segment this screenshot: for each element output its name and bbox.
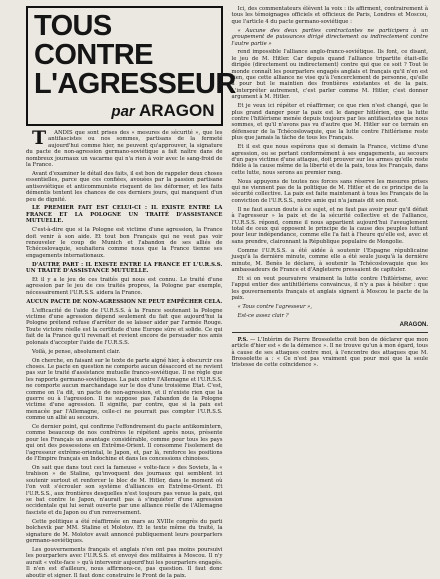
article-paragraph: Et je veux ici répéter et réaffirmer, ce que rien n'est changé, que le plus grand danger pour la paix est le danger hitlérien, que la lutte contre l'hitlérisme menée depuis toujours par les antifascistes que nous sommes, et qu'il n'avons pas vu d'autre que M. Hitler sur ce terrain en défenseur de la Tchécoslovaquie, que la lutte contre l'hitlérisme reste plus que jamais la tâche de tous les Français. — [231, 103, 428, 142]
article-paragraph: Nous appuyons de toutes nos forces sans réserve les mesures prises qui ne viennent pas de la politique de M. Hitler et de ce principe de la sécurité collective. La paix est faite maintenant à tous les Français de la conviction de l'U.R.S.S., notre amie qui n'a jamais dit son mot. — [231, 178, 428, 204]
headline — [34, 10, 236, 100]
signature: ARAGON. — [399, 321, 428, 328]
article-paragraph: « Aucune des deux parties contractantes ne participera à un groupement de puissances dirigé directement ou indirectement contre l'autre partie » — [231, 27, 428, 47]
postscript-label: P.S. — [237, 336, 248, 343]
article-paragraph: C'est-à-dire que si la Pologne est victime d'une agression, la France doit venir à son aide. Et tout bon Français qui ne veut pas voir renouveler le coup de Munich et l'abandon de ses alliés de Tchécoslovaquie, souhaitera comme nous que la France tienne ses engagements internationaux. — [26, 227, 223, 259]
postscript-paragraph — [232, 337, 429, 369]
divider — [232, 332, 429, 333]
byline-author: ARAGON — [138, 101, 215, 120]
article-paragraph: LE PREMIER FAIT EST CELUI-CI : IL EXISTE ENTRE LA FRANCE ET LA POLOGNE UN TRAITÉ D'ASSISTANCE MUTUELLE. — [26, 205, 223, 225]
article-paragraph: AUCUN PACTE DE NON-AGRESSION NE PEUT EMPÊCHER CELA. — [26, 298, 223, 305]
article-paragraph: On sait que dans tout ceci la fameuse « volte-face » des Soviets, la « trahison » de Staline, qu'invoquent des journaux qui semblent ici soutenir surtout et renforcer le bloc de M. Hitler, dans le moment où l'on voit s'écrouler son système d'alliances en Extrême-Orient. Et l'U.R.S.S., aux frontières desquelles n'est toujours pas venue la paix, qui se bat contre le Japon, n'aurait pas à s'inquiéter d'une agression occidentale qui lui serait ouverte par une alliance réelle de l'Allemagne fasciste et du Japon ou d'un renversement. — [26, 465, 223, 516]
left-column — [26, 6, 236, 579]
postscript — [232, 337, 429, 369]
headline-line-2: L'AGRESSEUR — [34, 68, 236, 100]
right-column-body — [232, 6, 429, 319]
article-paragraph: L'efficacité de l'aide de l'U.R.S.S. à la France soutenant la Pologne victime d'une agression dépend seulement du fait que aujourd'hui la Pologne prétend refuse d'arrêter de se laisser aider par l'armée Rouge. Toute victoire réelle est la certitude d'une Europe sûre et solide. Ce qui fait de la France qu'il revenait et revient encore de persuader nos amis polonais d'accepter l'aide de l'U.R.S.S. — [26, 307, 223, 346]
article-paragraph: rend impossible l'alliance anglo-franco-soviétique. Ils font, ce disant, le jeu de M. Hitler. Car depuis quand l'alliance tripartite était-elle dirigée (directement ou indirectement) contre qui que ce soit ? Tout le monde connaît les pourparlers engagés anglais et français qu'il n'en est rien, que cette alliance ne vise qu'à l'encerclement de personne, qu'elle a pour but le maintien des frontières existantes et de la paix. L'interpréter autrement, c'est parler comme M. Hitler, c'est donner argument à M. Hitler. — [231, 49, 428, 101]
article-paragraph: Comme l'U.R.S.S. a été aidée à soutenir l'Espagne républicaine jusqu'à la dernière minute, comme elle a été seule jusqu'à la dernière minute, M. Benès le déclare, à soutenir la Tchécoslovaquie que les ambassadeurs de France et d'Angleterre pressaient de capituler. — [231, 247, 428, 273]
article-paragraph: Et il est que nous espérons que si demain la France, victime d'une agression, ou se portant conformément à ses engagements, au secours d'un pays victime d'une attaque, doit prouver sur les armes qu'elle reste fidèle à la cause même de la liberté et de la paix, tous les Français, dans cette lutte, nous serons au premier rang. — [231, 144, 428, 176]
headline-line-1: TOUS CONTRE — [34, 10, 153, 71]
article-paragraph: Est-ce assez clair ? — [237, 312, 289, 319]
article-paragraph: Avant d'examiner le détail des faits, il est bon de rappeler deux choses essentielles, parce que ces confiées, avouées par la passion partisane antisoviétique et anticommuniste risquent de les déformer, et les faits démentis tentent les chances de ces derniers jours, qui manquent d'un peu de dignité. — [26, 170, 223, 203]
left-column-body — [26, 127, 223, 579]
article-paragraph: Et il y a le jeu de ces traités qui nous est connu. Le traité d'une agression par le jeu de ces traités propres, la Pologne par exemple, nécessairement l'U.R.S.S. aidera la France. — [26, 277, 223, 296]
byline — [34, 101, 215, 121]
article-paragraph: Et si on veut poursuivre vraiment la lutte contre l'hitlérisme, avec l'appui entier des antihitlériens convaincus, il n'y a pas à hésiter : que les gouvernements français et anglais signent à Moscou le pacte de la paix. — [231, 275, 428, 302]
article-paragraph: Ce dernier point, qui confirme l'effondrement du pacte antikomintern, comme beaucoup de nos confrères le répètent après nous, présente pour les Français un avantage considérable, comme pour tous les pays qui ont des possessions en Extrême-Orient. Il consomme l'isolement de l'agresseur extrême-oriental, le Japon, et, par là, renforce les positions de l'Empire français en Indochine et dans les concessions chinoises. — [26, 424, 223, 463]
article-paragraph: TANDIS que sont prises des « mesures de sécurité », que les antifascistes ou nos sommes, partisans de la fermeté aujourd'hui comme hier, ne peuvent qu'approuver, la signature du pacte de non-agression germano-soviétique a fait naître dans de nombreux journaux un vacarme qui n'a rien à voir avec le sang-froid de la France. — [26, 127, 223, 169]
headline-box — [26, 6, 236, 126]
article-paragraph: Les gouvernements français et anglais n'en ont pas moins poursuivi les pourparlers avec l'U.R.S.S. et envoyé des militaires à Moscou. Il n'y aurait « volte-face » qu'à intervenir aujourd'hui les pourparlers engagés. Il n'en est d'ailleurs, nous affirmons-ce, pas question. Il faut donc aboutir et signer. Il faut donc construire le Front de la paix. — [26, 546, 223, 579]
article-paragraph: On cherche, en faisant sur le texte de parte aigné hier, à obscurcir ces choses. Le pacte en question ne comporte aucun désaccord et ne revient pas sur le traité d'assistance mutuelle franco-soviétique. Il ne règle que les rapports germano-soviétiques. La paix entre l'Allemagne et l'U.R.S.S. ne comporte aucun marchandage sur le dos d'une troisième Etat. C'est, comme on l'a dit, un pacte de non-agression, et il n'existe rien que la guerre ou à l'agression. Il ne suppose pas l'abandon de la Pologne victime d'une agression. Il signifie, par contre, que si la paix est menacée par l'Allemagne, celle-ci ne pourrait pas compter l'U.R.S.S. comme un allié au secours. — [26, 357, 223, 422]
byline-prefix: par — [111, 103, 135, 120]
article-paragraph: Cette politique a été réaffirmée en mars au XVIIIe congrès du parti bolchevik par MM. Staline et Molotov. Et le texte même du traité, la signature de M. Molotov avait annoncé publiquement leurs pourparlers germano-soviétiques. — [26, 518, 223, 544]
article-paragraph: Il ne faut aucun doute à ce sujet, et ne faut pas avoir peur qu'il défait à l'agresseur » la paix et de la sécurité collective et de l'alliance, l'U.R.S.S. répond, comme il nous appartient aujourd'hui l'aveuglement total de ceux qui opposent le principe de la cause des peuples luttant pour leur indépendance, comme elle l'a fait à l'heure qu'elle est, avec et sans prendre, claironnant la République populaire de Mongolie. — [231, 206, 428, 245]
article-paragraph: Voilà, je pense, absolument clair. — [32, 348, 121, 355]
article-paragraph: Ici, des commentateurs élèvent la voix : ils affirment, contrairement à tous les témoignages officiels et officieux de Paris, Londres et Moscou, que l'article 4 du pacte germano-soviétique : — [231, 6, 428, 25]
right-column — [232, 6, 429, 546]
article-paragraph: D'AUTRE PART : IL EXISTE ENTRE LA FRANCE ET L'U.R.S.S. UN TRAITÉ D'ASSISTANCE MUTUELLE. — [26, 261, 223, 275]
article-paragraph: « Tous contre l'agresseur », — [237, 303, 313, 310]
postscript-text: — L'Intérim de Pierre Brossolette croit bon de déclarer que mon article d'hier est « de la démence ». Il ne trouve qu'un à mon égard, tous à cause de ses attaques contre moi, à l'encontre des attaques que M. Brossolette a : « Ce n'est pas vraiment que pour moi que la seule tristesse de cette coïncidence ». — [231, 336, 428, 369]
